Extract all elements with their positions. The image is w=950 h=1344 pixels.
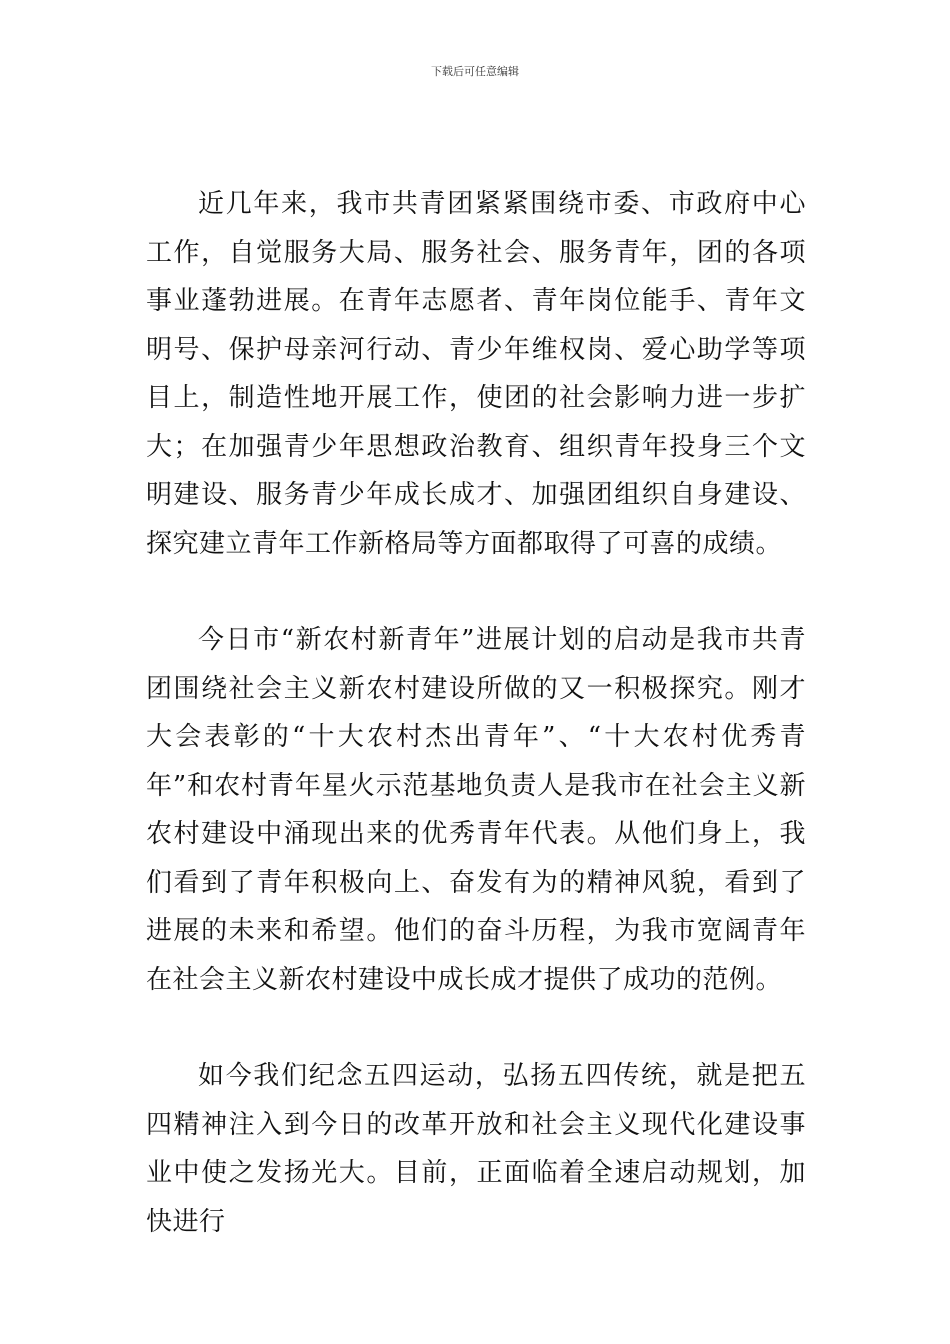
paragraph-3: 如今我们纪念五四运动，弘扬五四传统，就是把五四精神注入到今日的改革开放和社会主义现代化建设事业中使之发扬光大。目前，正面临着全速启动规划，加快进行	[146, 1061, 806, 1237]
header-note: 下载后可任意编辑	[431, 65, 519, 78]
body-text	[146, 180, 806, 1294]
paragraph-2: 今日市“新农村新青年”进展计划的启动是我市共青团围绕社会主义新农村建设所做的又一积极探究。刚才大会表彰的“十大农村杰出青年”、“十大农村优秀青年”和农村青年星火示范基地负责人是我市在社会主义新农村建设中涌现出来的优秀青年代表。从他们身上，我们看到了青年积极向上、奋发有为的精神风貌，看到了进展的未来和希望。他们的奋斗历程，为我市宽阔青年在社会主义新农村建设中成长成才提供了成功的范例。	[146, 625, 806, 995]
paragraph-1: 近几年来，我市共青团紧紧围绕市委、市政府中心工作，自觉服务大局、服务社会、服务青年，团的各项事业蓬勃进展。在青年志愿者、青年岗位能手、青年文明号、保护母亲河行动、青少年维权岗、爱心助学等项目上，制造性地开展工作，使团的社会影响力进一步扩大；在加强青少年思想政治教育、组织青年投身三个文明建设、服务青少年成长成才、加强团组织自身建设、探究建立青年工作新格局等方面都取得了可喜的成绩。	[146, 189, 806, 559]
